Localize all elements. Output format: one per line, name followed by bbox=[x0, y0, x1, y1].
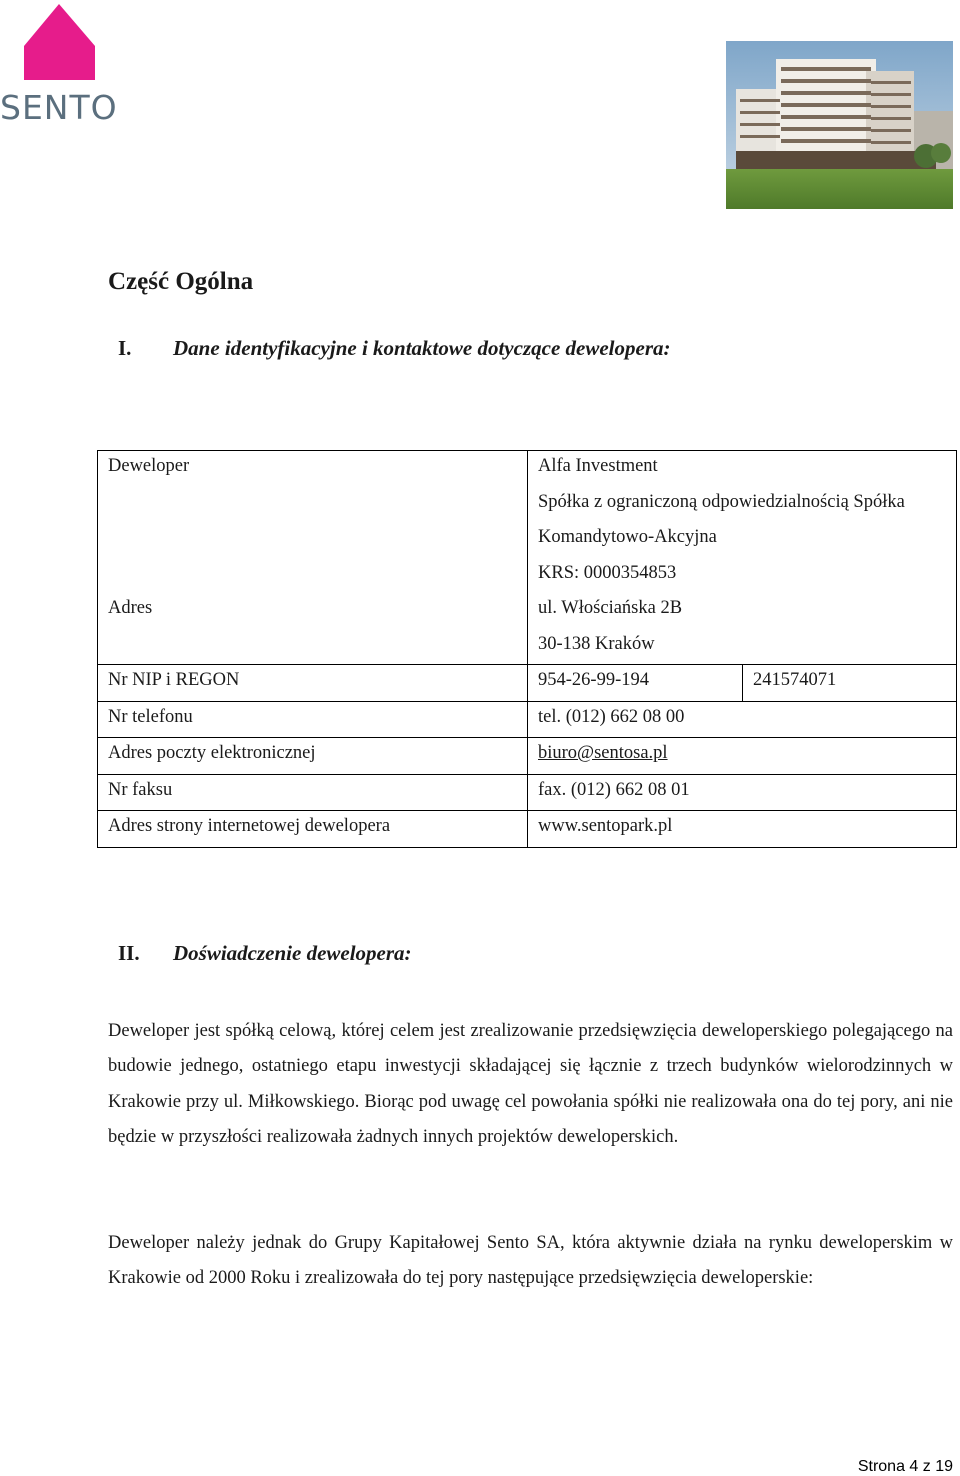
developer-info-table bbox=[97, 450, 957, 848]
house-logo-icon bbox=[0, 0, 130, 90]
page-number: Strona 4 z 19 bbox=[857, 1458, 953, 1475]
logo-text: SENTO bbox=[0, 88, 118, 127]
address-label: Adres bbox=[108, 598, 153, 618]
email-link[interactable]: biuro@sentosa.pl bbox=[538, 743, 668, 763]
section-1-heading bbox=[118, 336, 670, 361]
website-value[interactable]: www.sentopark.pl bbox=[538, 816, 673, 836]
developer-name-line: Komandytowo-Akcyjna bbox=[538, 527, 717, 547]
developer-krs: KRS: 0000354853 bbox=[538, 562, 677, 583]
table-row-phone bbox=[98, 701, 957, 738]
section-2-heading bbox=[118, 941, 412, 966]
table-row-nip-regon bbox=[98, 665, 957, 702]
regon-value: 241574071 bbox=[753, 670, 837, 690]
fax-label: Nr faksu bbox=[108, 779, 173, 800]
section-1-title: Dane identyfikacyjne i kontaktowe dotyczące dewelopera: bbox=[173, 336, 671, 360]
nip-value: 954-26-99-194 bbox=[538, 670, 649, 690]
website-label: Adres strony internetowej dewelopera bbox=[108, 816, 391, 836]
table-row-fax bbox=[98, 774, 957, 811]
nip-label: Nr NIP i REGON bbox=[108, 670, 240, 690]
table-row-address bbox=[98, 593, 957, 665]
table-row-email bbox=[98, 738, 957, 775]
page-title: Część Ogólna bbox=[108, 268, 254, 295]
section-2-number: II. bbox=[118, 941, 140, 965]
building-photo bbox=[726, 41, 953, 209]
developer-label: Deweloper bbox=[108, 456, 190, 476]
address-street: ul. Włościańska 2B bbox=[538, 598, 683, 618]
table-row-developer bbox=[98, 451, 957, 594]
table-row-website bbox=[98, 811, 957, 848]
paragraph: Deweloper jest spółką celową, której celem jest zrealizowanie przedsięwzięcia deweloperskiego polegającego na budowie jednego, ostatniego etapu inwestycji składającej się łącznie z trzech budynków wielorodzinnych w Krakowie przy ul. Miłkowskiego. Biorąc pod uwagę cel powołania spółki nie realizowała ona do tej pory, ani nie będzie w przyszłości realizowała żadnych innych projektów deweloperskich. bbox=[108, 1021, 953, 1147]
section-1-number: I. bbox=[118, 336, 132, 360]
company-logo bbox=[0, 0, 130, 130]
building-image-icon bbox=[726, 41, 953, 209]
fax-value: fax. (012) 662 08 01 bbox=[538, 779, 690, 800]
developer-name-line: Alfa Investment bbox=[538, 456, 658, 476]
email-label: Adres poczty elektronicznej bbox=[108, 743, 316, 763]
phone-value: tel. (012) 662 08 00 bbox=[538, 706, 685, 727]
paragraph: Deweloper należy jednak do Grupy Kapitałowej Sento SA, która aktywnie działa na rynku deweloperskim w Krakowie od 2000 Roku i zrealizowała do tej pory następujące przedsięwzięcia deweloperskie: bbox=[108, 1233, 953, 1289]
phone-label: Nr telefonu bbox=[108, 706, 193, 727]
address-city: 30-138 Kraków bbox=[538, 633, 655, 654]
section-2-title: Doświadczenie dewelopera: bbox=[173, 941, 412, 965]
developer-name-line: Spółka z ograniczoną odpowiedzialnością Spółka bbox=[538, 491, 905, 512]
